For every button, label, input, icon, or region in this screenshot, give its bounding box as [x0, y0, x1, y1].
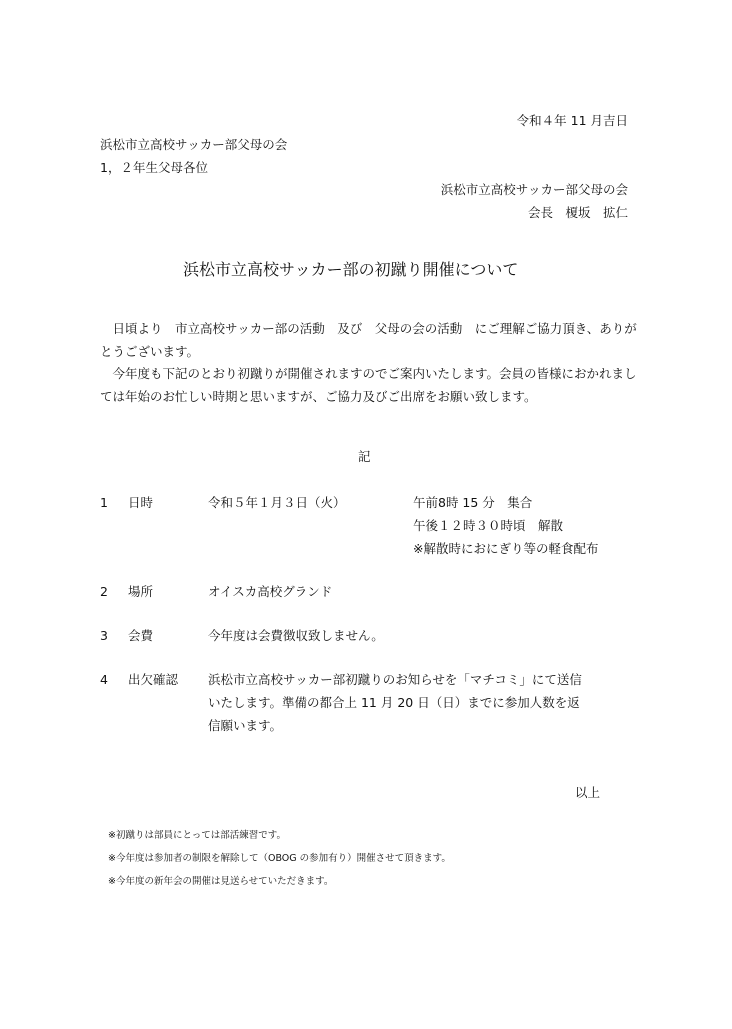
item-number: 4 [100, 672, 108, 687]
recipient-grade: 1，２年生父母各位 [100, 160, 208, 175]
item-number: 3 [100, 628, 108, 643]
attendance-line: 浜松市立高校サッカー部初蹴りのお知らせを「マチコミ」にて送信 [208, 672, 582, 687]
event-place: オイスカ高校グランド [208, 584, 333, 599]
item-label-place: 場所 [128, 584, 154, 599]
dismissal-time: 午後１２時３０時頃 解散 [413, 518, 564, 533]
snack-note: ※解散時におにぎり等の軽食配布 [413, 541, 599, 556]
item-label-attendance: 出欠確認 [128, 672, 179, 687]
footnote: ※今年度の新年会の開催は見送らせていただきます。 [108, 876, 334, 887]
sender-org: 浜松市立高校サッカー部父母の会 [440, 182, 628, 197]
attendance-line: 信願います。 [208, 718, 283, 733]
item-label-fee: 会費 [128, 628, 154, 643]
item-number: 2 [100, 584, 108, 599]
document-title: 浜松市立高校サッカー部の初蹴り開催について [183, 260, 519, 279]
assembly-time: 午前8時 15 分 集合 [413, 495, 533, 510]
event-fee: 今年度は会費徴収致しません。 [208, 628, 384, 643]
sender-name: 会長 榎坂 拡仁 [527, 205, 628, 220]
footnote: ※今年度は参加者の制限を解除して（OBOG の参加有り）開催させて頂きます。 [108, 853, 451, 864]
ki-heading: 記 [358, 449, 371, 464]
event-date: 令和５年１月３日（火） [208, 495, 346, 510]
item-number: 1 [100, 495, 108, 510]
closing-mark: 以上 [575, 785, 601, 800]
announcement-paragraph: 今年度も下記のとおり初蹴りが開催されますのでご案内いたします。会員の皆様におかれましては年始のお忙しい時期と思いますが、ご協力及びご出席をお願い致します。 [100, 366, 637, 404]
item-label-datetime: 日時 [128, 495, 154, 510]
footnote: ※初蹴りは部員にとっては部活練習です。 [108, 830, 287, 841]
issue-date: 令和４年 11 月吉日 [516, 113, 628, 128]
recipient-org: 浜松市立高校サッカー部父母の会 [100, 137, 288, 152]
attendance-line: いたします。準備の都合上 11 月 20 日（日）までに参加人数を返 [208, 695, 580, 710]
greeting-paragraph: 日頃より 市立高校サッカー部の活動 及び 父母の会の活動 にご理解ご協力頂き、ありがとうございます。 [100, 321, 637, 359]
body-text [100, 318, 640, 408]
